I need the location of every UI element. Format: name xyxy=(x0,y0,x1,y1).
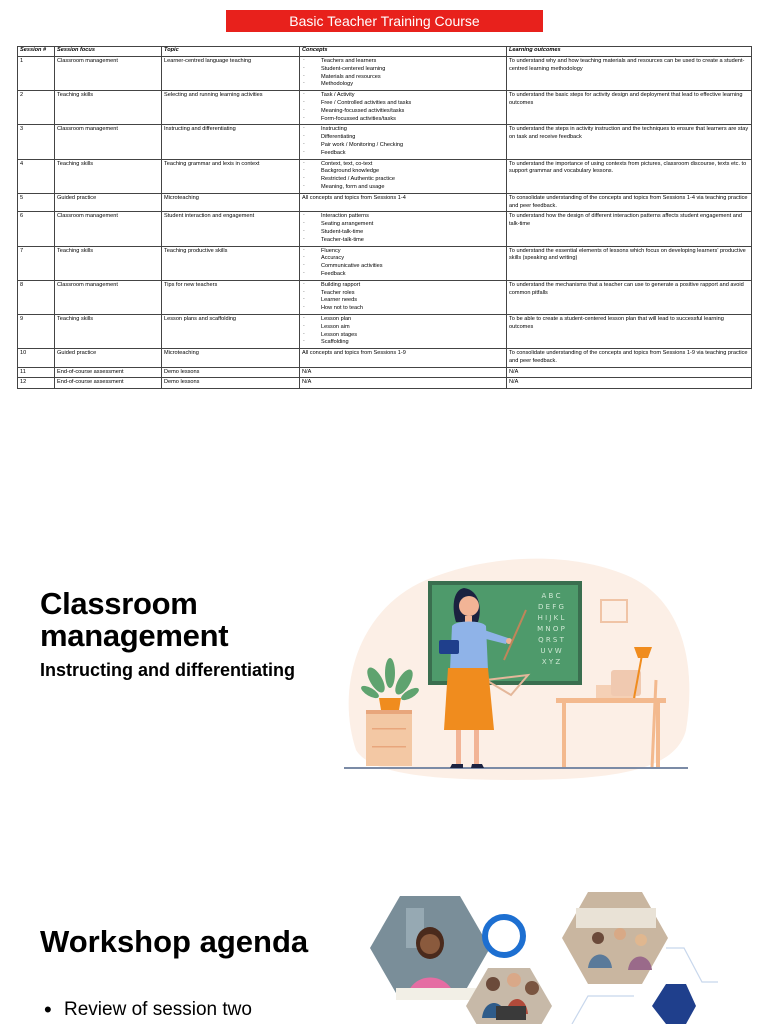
teacher-classroom-illustration xyxy=(316,530,704,792)
concepts-cell xyxy=(300,125,507,159)
concepts-cell: N/A xyxy=(300,367,507,378)
concepts-cell: N/A xyxy=(300,378,507,389)
concept-item: · Methodology xyxy=(302,81,504,89)
concept-item: · Building rapport xyxy=(302,282,504,290)
board-letters-line: H I J K L xyxy=(537,614,565,622)
concept-item: · Student-talk-time xyxy=(302,229,504,237)
table-row xyxy=(18,193,752,212)
concept-item: · Context, text, co-text xyxy=(302,161,504,169)
session-number-cell: 4 xyxy=(18,159,55,193)
concepts-cell xyxy=(300,212,507,246)
topic-cell: Tips for new teachers xyxy=(162,280,300,314)
table-row xyxy=(18,159,752,193)
concept-item: · Lesson plan xyxy=(302,316,504,324)
session-number-cell: 3 xyxy=(18,125,55,159)
concept-item: · Restricted / Authentic practice xyxy=(302,176,504,184)
topic-cell: Teaching productive skills xyxy=(162,246,300,280)
concept-item: · Task / Activity xyxy=(302,92,504,100)
concept-item: · Materials and resources xyxy=(302,74,504,82)
table-row xyxy=(18,378,752,389)
concept-item: · Learner needs xyxy=(302,297,504,305)
session-focus-cell: Classroom management xyxy=(55,212,162,246)
concept-item: · Form-focussed activities/tasks xyxy=(302,116,504,124)
session-number-cell: 1 xyxy=(18,57,55,91)
session-number-cell: 6 xyxy=(18,212,55,246)
learning-outcome-cell: To understand how the design of different interaction patterns affects student engagement and talk-time xyxy=(507,212,752,246)
concept-item: · Student-centered learning xyxy=(302,66,504,74)
learning-outcome-cell: To understand the importance of using contexts from pictures, classroom discourse, texts etc. to support grammar and vocabulary lessons. xyxy=(507,159,752,193)
session-focus-cell: Teaching skills xyxy=(55,159,162,193)
topic-cell: Lesson plans and scaffolding xyxy=(162,314,300,348)
session-number-cell: 10 xyxy=(18,349,55,368)
concepts-cell xyxy=(300,314,507,348)
concepts-cell xyxy=(300,57,507,91)
table-row xyxy=(18,314,752,348)
learning-outcome-cell: To consolidate understanding of the concepts and topics from Sessions 1-4 via teaching practice and peer feedback. xyxy=(507,193,752,212)
concept-item: · Instructing xyxy=(302,126,504,134)
concept-item: · Meaning-focussed activities/tasks xyxy=(302,108,504,116)
concept-item: · Lesson aim xyxy=(302,324,504,332)
board-letters-line: M N O P xyxy=(537,625,565,633)
concepts-cell xyxy=(300,91,507,125)
table-row xyxy=(18,246,752,280)
slide-title-workshop-agenda: Workshop agenda xyxy=(40,924,309,959)
session-number-cell: 11 xyxy=(18,367,55,378)
board-letters-line: D E F G xyxy=(538,603,564,611)
concept-item: · Seating arrangement xyxy=(302,221,504,229)
header-topic: Topic xyxy=(162,47,300,57)
concept-item: · Meaning, form and usage xyxy=(302,184,504,192)
learning-outcome-cell: To understand the essential elements of lessons which focus on developing learners' productive skills (speaking and writing) xyxy=(507,246,752,280)
topic-cell: Student interaction and engagement xyxy=(162,212,300,246)
header-session-number: Session # xyxy=(18,47,55,57)
board-letters-line: A B C xyxy=(541,592,561,600)
session-focus-cell: Teaching skills xyxy=(55,314,162,348)
table-row xyxy=(18,212,752,246)
concepts-cell: All concepts and topics from Sessions 1-9 xyxy=(300,349,507,368)
concept-item: · Teachers and learners xyxy=(302,58,504,66)
session-number-cell: 12 xyxy=(18,378,55,389)
learning-outcome-cell: N/A xyxy=(507,378,752,389)
learning-outcome-cell: To understand the basic steps for activity design and deployment that lead to effective learning outcomes xyxy=(507,91,752,125)
board-letters-line: Q R S T xyxy=(538,636,564,644)
course-banner: Basic Teacher Training Course xyxy=(226,10,543,32)
concept-item: · Scaffolding xyxy=(302,339,504,347)
agenda-item: • Review of session two xyxy=(44,999,252,1021)
concept-item: · Feedback xyxy=(302,150,504,158)
header-concepts: Concepts xyxy=(300,47,507,57)
session-focus-cell: Classroom management xyxy=(55,280,162,314)
learning-outcome-cell: To understand the steps in activity instruction and the techniques to ensure that learners are stay on task and receive feedback xyxy=(507,125,752,159)
table-row xyxy=(18,125,752,159)
concept-item: · Teacher-talk-time xyxy=(302,237,504,245)
concept-item: · How not to teach xyxy=(302,305,504,313)
learning-outcome-cell: To understand why and how teaching materials and resources can be used to create a student-centred learning methodology xyxy=(507,57,752,91)
session-focus-cell: End-of-course assessment xyxy=(55,378,162,389)
table-row xyxy=(18,91,752,125)
concept-item: · Lesson stages xyxy=(302,332,504,340)
session-focus-cell: Teaching skills xyxy=(55,91,162,125)
session-focus-cell: Classroom management xyxy=(55,57,162,91)
session-number-cell: 2 xyxy=(18,91,55,125)
header-learning-outcomes: Learning outcomes xyxy=(507,47,752,57)
topic-cell: Microteaching xyxy=(162,349,300,368)
table-row xyxy=(18,349,752,368)
learning-outcome-cell: To consolidate understanding of the concepts and topics from Sessions 1-9 via teaching practice and peer feedback. xyxy=(507,349,752,368)
concept-item: · Pair work / Monitoring / Checking xyxy=(302,142,504,150)
learning-outcome-cell: N/A xyxy=(507,367,752,378)
concepts-cell: All concepts and topics from Sessions 1-4 xyxy=(300,193,507,212)
slide-subtitle: Instructing and differentiating xyxy=(40,660,295,680)
session-number-cell: 8 xyxy=(18,280,55,314)
header-session-focus: Session focus xyxy=(55,47,162,57)
concept-item: · Interaction patterns xyxy=(302,213,504,221)
learning-outcome-cell: To understand the mechanisms that a teacher can use to generate a positive rapport and avoid common pitfalls xyxy=(507,280,752,314)
table-row xyxy=(18,57,752,91)
concept-item: · Accuracy xyxy=(302,255,504,263)
table-row xyxy=(18,367,752,378)
table-row xyxy=(18,280,752,314)
concepts-cell xyxy=(300,246,507,280)
session-focus-cell: Guided practice xyxy=(55,193,162,212)
session-number-cell: 9 xyxy=(18,314,55,348)
board-letters-line: X Y Z xyxy=(541,658,561,666)
concept-item: · Teacher roles xyxy=(302,290,504,298)
topic-cell: Instructing and differentiating xyxy=(162,125,300,159)
hexagon-photo-collage xyxy=(366,888,718,1024)
learning-outcome-cell: To be able to create a student-centered lesson plan that will lead to successful learning outcomes xyxy=(507,314,752,348)
concept-item: · Free / Controlled activities and tasks xyxy=(302,100,504,108)
topic-cell: Microteaching xyxy=(162,193,300,212)
concept-item: · Feedback xyxy=(302,271,504,279)
concepts-cell xyxy=(300,159,507,193)
topic-cell: Demo lessons xyxy=(162,367,300,378)
concept-item: · Communicative activities xyxy=(302,263,504,271)
topic-cell: Demo lessons xyxy=(162,378,300,389)
concept-item: · Background knowledge xyxy=(302,168,504,176)
table-header-row xyxy=(18,47,752,57)
navy-hexagon xyxy=(652,984,696,1024)
concept-item: · Fluency xyxy=(302,248,504,256)
topic-cell: Selecting and running learning activities xyxy=(162,91,300,125)
course-table xyxy=(17,46,752,389)
session-number-cell: 7 xyxy=(18,246,55,280)
concept-item: · Differentiating xyxy=(302,134,504,142)
agenda-list xyxy=(44,999,252,1021)
slide-title-classroom-management: Classroom management xyxy=(40,586,229,653)
decorative-ring xyxy=(485,917,523,955)
topic-cell: Learner-centred language teaching xyxy=(162,57,300,91)
photo-classroom xyxy=(562,892,668,984)
topic-cell: Teaching grammar and lexis in context xyxy=(162,159,300,193)
session-focus-cell: Classroom management xyxy=(55,125,162,159)
session-number-cell: 5 xyxy=(18,193,55,212)
session-focus-cell: End-of-course assessment xyxy=(55,367,162,378)
session-focus-cell: Guided practice xyxy=(55,349,162,368)
session-focus-cell: Teaching skills xyxy=(55,246,162,280)
concepts-cell xyxy=(300,280,507,314)
board-letters-line: U V W xyxy=(540,647,562,655)
